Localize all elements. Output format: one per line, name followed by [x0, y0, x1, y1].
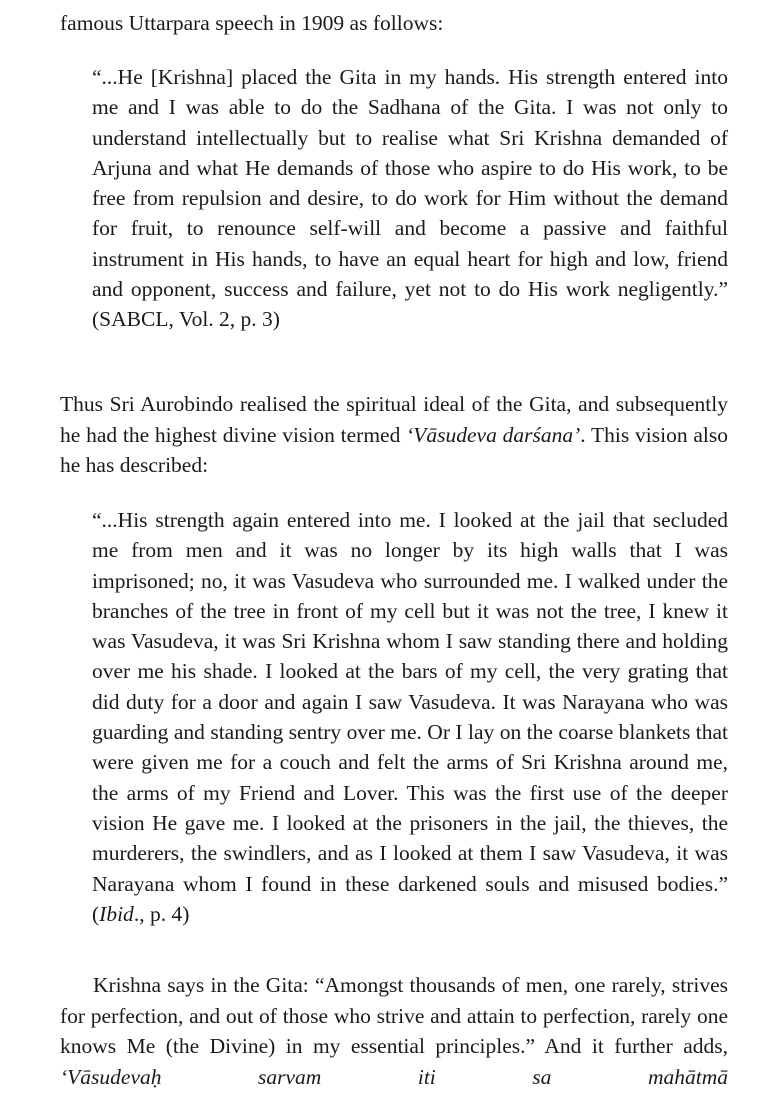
block-quote-uttarpara — [92, 62, 728, 335]
paragraph-text: Krishna says in the Gita: “Amongst thousands of men, one rarely, strives for perfection, and out of those who strive and attain to perfection, rarely one knows Me (the Divine) in my essential principles.” And it further adds, — [60, 973, 728, 1058]
italic-sanskrit: ‘Vāsudevaḥ sarvam iti sa mahātmā — [60, 1064, 728, 1089]
quote-text: “...His strength again entered into me. I looked at the jail that secluded me from men and it was no longer by its high walls that I was imprisoned; no, it was Vasudeva who surrounded me. I walked under the branches of the tree in front of my cell but it was not the tree, I knew it was Vasudeva, it was Sri Krishna whom I saw standing there and holding over me his shade. I looked at the bars of my cell, the very grating that did duty for a door and again I saw Vasudeva. It was Narayana who was guarding and standing sentry over me. Or I lay on the coarse blankets that were given me for a couch and felt the arms of Sri Krishna around me, the arms of my Friend and Lover. This was the first use of the deeper vision He gave me. I looked at the prisoners in the jail, the thieves, the murderers, the swindlers, and as I looked at them I saw Vasudeva, it was Narayana whom I found in these darkened souls and misused bodies.” — [92, 508, 728, 896]
block-quote-vision — [92, 505, 728, 929]
citation-ibid: Ibid — [99, 901, 134, 926]
quote-citation: (SABCL, Vol. 2, p. 3) — [92, 307, 280, 332]
paragraph-gita-quote — [60, 970, 728, 1092]
paragraph-text-end: . This vision also he has described: — [60, 422, 729, 477]
italic-term: ‘Vāsudeva darśana’ — [406, 422, 581, 447]
lead-line: famous Uttarpara speech in 1909 as follows: — [60, 11, 444, 35]
paragraph-text: Thus Sri Aurobindo realised the spiritual ideal of the Gita, and subsequently he had the highest divine vision termed — [60, 392, 728, 447]
quote-text: “...He [Krishna] placed the Gita in my hands. His strength entered into me and I was able to do the Sadhana of the Gita. I was not only to understand intellectually but to realise what Sri Krishna demanded of Arjuna and what He demands of those who aspire to do His work, to be free from repulsion and desire, to do work for Him without the demand for fruit, to renounce self-will and become a passive and faithful instrument in His hands, to have an equal heart for high and low, friend and opponent, success and failure, yet not to do His work negligently.” — [92, 65, 728, 302]
quote-citation: (Ibid., p. 4) — [92, 901, 190, 926]
paragraph-vasudeva-darsana — [60, 389, 728, 481]
